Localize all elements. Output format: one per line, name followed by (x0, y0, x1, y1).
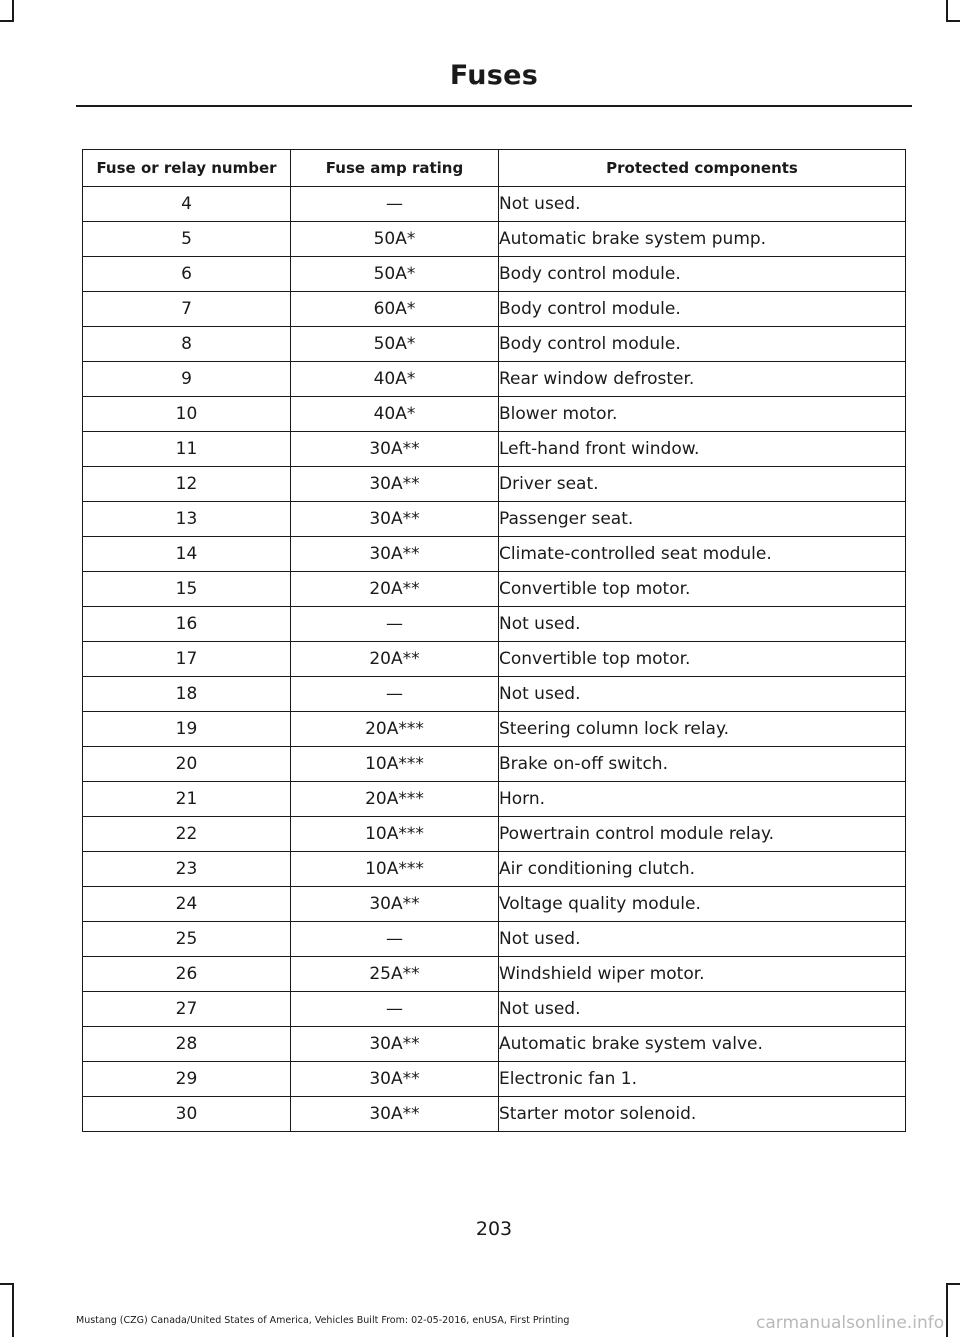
fuse-number-cell: 17 (83, 642, 291, 677)
protected-component-cell: Not used. (499, 922, 906, 957)
protected-component-cell: Air conditioning clutch. (499, 852, 906, 887)
amp-rating-cell: 20A*** (291, 712, 499, 747)
watermark: carmanualsonline.info (756, 1313, 945, 1333)
fuse-number-cell: 12 (83, 467, 291, 502)
fuse-number-cell: 27 (83, 992, 291, 1027)
amp-rating-cell: 40A* (291, 397, 499, 432)
table-header-row (83, 150, 906, 187)
amp-rating-cell: 25A** (291, 957, 499, 992)
amp-rating-cell: 30A** (291, 537, 499, 572)
amp-rating-cell: 30A** (291, 1027, 499, 1062)
table-row (83, 1062, 906, 1097)
table-row (83, 537, 906, 572)
title-rule (76, 105, 912, 107)
protected-component-cell: Starter motor solenoid. (499, 1097, 906, 1132)
protected-component-cell: Automatic brake system pump. (499, 222, 906, 257)
fuse-number-cell: 13 (83, 502, 291, 537)
header-amp-rating: Fuse amp rating (291, 150, 499, 187)
protected-component-cell: Not used. (499, 677, 906, 712)
table-row (83, 222, 906, 257)
table-row (83, 397, 906, 432)
table-row (83, 327, 906, 362)
table-row (83, 362, 906, 397)
table-row (83, 642, 906, 677)
table-row (83, 607, 906, 642)
protected-component-cell: Body control module. (499, 327, 906, 362)
table-row (83, 1027, 906, 1062)
amp-rating-cell: 30A** (291, 467, 499, 502)
protected-component-cell: Powertrain control module relay. (499, 817, 906, 852)
table-row (83, 187, 906, 222)
crop-mark-bottom-left-horizontal (0, 1283, 14, 1285)
fuse-number-cell: 10 (83, 397, 291, 432)
fuse-number-cell: 19 (83, 712, 291, 747)
fuse-number-cell: 25 (83, 922, 291, 957)
table-row (83, 957, 906, 992)
protected-component-cell: Left-hand front window. (499, 432, 906, 467)
table-row (83, 432, 906, 467)
page-number: 203 (475, 1218, 513, 1240)
fuse-number-cell: 24 (83, 887, 291, 922)
protected-component-cell: Not used. (499, 607, 906, 642)
fuse-number-cell: 30 (83, 1097, 291, 1132)
fuse-number-cell: 4 (83, 187, 291, 222)
fuse-number-cell: 8 (83, 327, 291, 362)
protected-component-cell: Horn. (499, 782, 906, 817)
protected-component-cell: Automatic brake system valve. (499, 1027, 906, 1062)
fuse-number-cell: 15 (83, 572, 291, 607)
table-row (83, 782, 906, 817)
fuse-number-cell: 7 (83, 292, 291, 327)
fuse-number-cell: 18 (83, 677, 291, 712)
table-row (83, 712, 906, 747)
crop-mark-bottom-right-horizontal (946, 1283, 960, 1285)
protected-component-cell: Blower motor. (499, 397, 906, 432)
fuse-number-cell: 23 (83, 852, 291, 887)
amp-rating-cell: — (291, 677, 499, 712)
amp-rating-cell: 30A** (291, 1062, 499, 1097)
protected-component-cell: Voltage quality module. (499, 887, 906, 922)
amp-rating-cell: 30A** (291, 502, 499, 537)
table-row (83, 852, 906, 887)
page-title: Fuses (449, 60, 539, 91)
amp-rating-cell: — (291, 992, 499, 1027)
protected-component-cell: Rear window defroster. (499, 362, 906, 397)
fuse-number-cell: 21 (83, 782, 291, 817)
amp-rating-cell: 20A** (291, 572, 499, 607)
protected-component-cell: Convertible top motor. (499, 642, 906, 677)
header-protected-components: Protected components (499, 150, 906, 187)
amp-rating-cell: — (291, 187, 499, 222)
table-row (83, 502, 906, 537)
protected-component-cell: Steering column lock relay. (499, 712, 906, 747)
crop-mark-bottom-left (12, 1283, 14, 1337)
amp-rating-cell: 30A** (291, 1097, 499, 1132)
protected-component-cell: Not used. (499, 992, 906, 1027)
protected-component-cell: Brake on-off switch. (499, 747, 906, 782)
table-row (83, 887, 906, 922)
amp-rating-cell: 10A*** (291, 852, 499, 887)
amp-rating-cell: 50A* (291, 222, 499, 257)
table-row (83, 1097, 906, 1132)
table-row (83, 817, 906, 852)
protected-component-cell: Electronic fan 1. (499, 1062, 906, 1097)
protected-component-cell: Climate-controlled seat module. (499, 537, 906, 572)
protected-component-cell: Body control module. (499, 292, 906, 327)
protected-component-cell: Not used. (499, 187, 906, 222)
table-row (83, 572, 906, 607)
table-row (83, 257, 906, 292)
amp-rating-cell: — (291, 607, 499, 642)
crop-mark-top-right-horizontal (946, 20, 960, 22)
crop-mark-top-left (12, 0, 14, 22)
table-row (83, 992, 906, 1027)
fuse-number-cell: 26 (83, 957, 291, 992)
fuse-number-cell: 16 (83, 607, 291, 642)
fuse-number-cell: 29 (83, 1062, 291, 1097)
table-row (83, 292, 906, 327)
table-row (83, 467, 906, 502)
amp-rating-cell: 50A* (291, 257, 499, 292)
amp-rating-cell: 10A*** (291, 747, 499, 782)
amp-rating-cell: 60A* (291, 292, 499, 327)
fuse-number-cell: 14 (83, 537, 291, 572)
amp-rating-cell: 30A** (291, 887, 499, 922)
crop-mark-top-right (946, 0, 948, 22)
fuse-number-cell: 9 (83, 362, 291, 397)
protected-component-cell: Body control module. (499, 257, 906, 292)
fuse-number-cell: 22 (83, 817, 291, 852)
protected-component-cell: Passenger seat. (499, 502, 906, 537)
amp-rating-cell: 20A** (291, 642, 499, 677)
amp-rating-cell: 50A* (291, 327, 499, 362)
amp-rating-cell: 40A* (291, 362, 499, 397)
fuse-number-cell: 28 (83, 1027, 291, 1062)
table-row (83, 747, 906, 782)
fuse-number-cell: 20 (83, 747, 291, 782)
fuse-number-cell: 11 (83, 432, 291, 467)
protected-component-cell: Driver seat. (499, 467, 906, 502)
table-row (83, 677, 906, 712)
protected-component-cell: Convertible top motor. (499, 572, 906, 607)
amp-rating-cell: 30A** (291, 432, 499, 467)
crop-mark-bottom-right (946, 1283, 948, 1337)
table-row (83, 922, 906, 957)
crop-mark-top-left-horizontal (0, 20, 14, 22)
amp-rating-cell: — (291, 922, 499, 957)
header-fuse-number: Fuse or relay number (83, 150, 291, 187)
protected-component-cell: Windshield wiper motor. (499, 957, 906, 992)
amp-rating-cell: 20A*** (291, 782, 499, 817)
fuse-table (82, 149, 906, 1132)
footer-text: Mustang (CZG) Canada/United States of America, Vehicles Built From: 02-05-2016, enUSA, First Printing (76, 1315, 570, 1326)
fuse-table-body (83, 187, 906, 1132)
fuse-number-cell: 6 (83, 257, 291, 292)
fuse-number-cell: 5 (83, 222, 291, 257)
amp-rating-cell: 10A*** (291, 817, 499, 852)
